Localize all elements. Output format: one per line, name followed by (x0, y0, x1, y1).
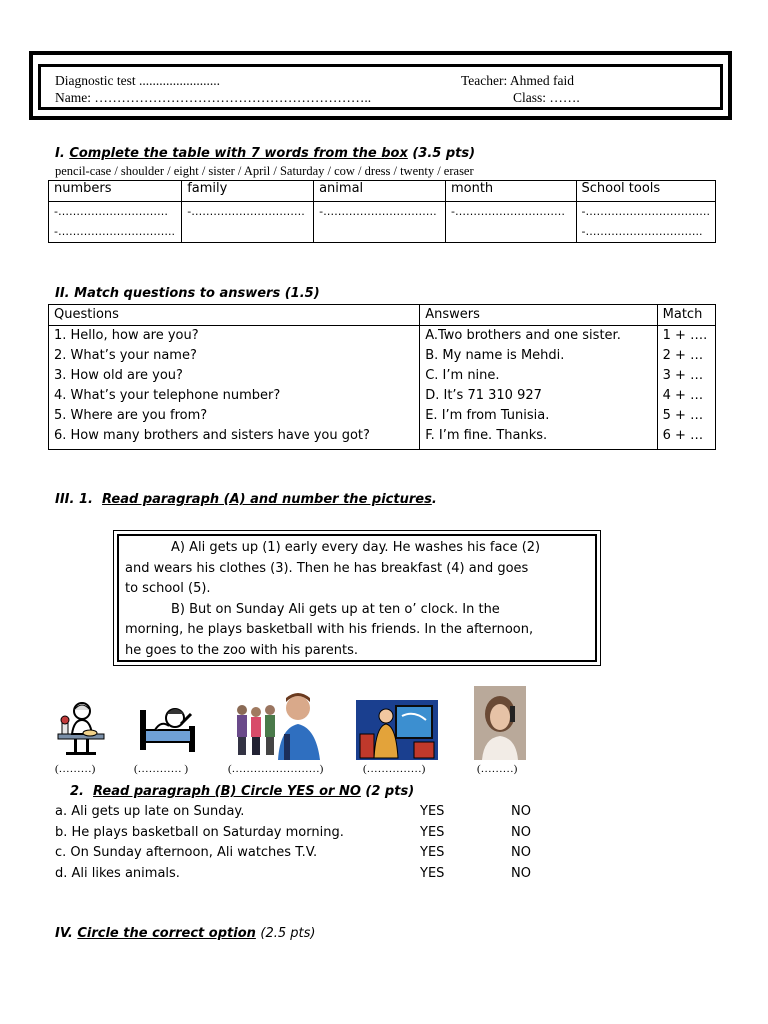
answers-header: Answers (420, 305, 657, 326)
match-item: 3 + … (662, 368, 704, 383)
section1-title: Complete the table with 7 words from the box (69, 146, 408, 161)
section3-heading: III. 1. Read paragraph (A) and number the pictures. (55, 492, 437, 507)
bed-clipart (137, 700, 199, 756)
name-field[interactable]: Name: …………………………………………………….. (55, 90, 372, 105)
questions-header: Questions (49, 305, 420, 326)
school-clipart (356, 700, 438, 760)
no-option: NO (511, 865, 531, 881)
statement-item: d. Ali likes animals. (55, 865, 180, 881)
picture-caption[interactable]: (……………) (363, 763, 426, 775)
picture-caption[interactable]: (……………………) (228, 763, 324, 775)
cell-school-tools[interactable]: -……………………………. -………………………….. (576, 202, 716, 243)
col-header-numbers: numbers (49, 181, 182, 202)
section3-number: III. 1. (55, 492, 93, 507)
paragraph-line: B) But on Sunday Ali gets up at ten o’ clock. In the (171, 601, 500, 617)
yes-options[interactable] (420, 802, 444, 884)
section2-heading: II. Match questions to answers (1.5) (55, 286, 320, 301)
picture-caption[interactable]: (………) (477, 763, 518, 775)
question-item: 5. Where are you from? (54, 408, 208, 423)
yes-option: YES (420, 824, 445, 840)
statements-list (55, 802, 344, 884)
answers-list (420, 326, 657, 450)
section3-title: Read paragraph (A) and number the pictures (102, 492, 432, 507)
paragraph-line: he goes to the zoo with his parents. (125, 642, 358, 658)
word-box: pencil-case / shoulder / eight / sister / April / Saturday / cow / dress / twenty / eraser (55, 164, 474, 178)
question-item: 2. What’s your name? (54, 348, 197, 363)
section4-title: Circle the correct option (77, 926, 256, 941)
question-item: 4. What’s your telephone number? (54, 388, 281, 403)
col-header-animal: animal (314, 181, 446, 202)
part2-points: (2 pts) (365, 784, 415, 799)
section1-heading (55, 146, 475, 161)
match-item: 6 + … (662, 428, 704, 443)
test-label: Diagnostic test ........................ (55, 73, 220, 88)
cell-month[interactable]: -………………………… (445, 202, 576, 243)
reading-paragraph (125, 538, 593, 661)
cell-animal[interactable]: -…………………………. (314, 202, 446, 243)
girl-photo (474, 686, 526, 760)
match-item: 2 + … (662, 348, 704, 363)
section4-points: (2.5 pts) (260, 926, 316, 941)
part2-title: Read paragraph (B) Circle YES or NO (93, 784, 361, 799)
answer-item: A.Two brothers and one sister. (425, 328, 621, 343)
col-header-school-tools: School tools (576, 181, 716, 202)
answer-item: B. My name is Mehdi. (425, 348, 565, 363)
section1-points: (3.5 pts) (412, 146, 476, 161)
yes-option: YES (420, 845, 445, 860)
col-header-month: month (445, 181, 576, 202)
match-item: 1 + …. (662, 328, 708, 343)
section4-heading (55, 926, 316, 941)
match-item: 4 + … (662, 388, 704, 403)
answer-item: C. I’m nine. (425, 368, 500, 383)
cell-family[interactable]: -…………………………. (182, 202, 314, 243)
question-item: 1. Hello, how are you? (54, 328, 199, 343)
no-option: NO (511, 845, 531, 860)
paragraph-line: and wears his clothes (3). Then he has breakfast (4) and goes (125, 560, 529, 576)
match-header: Match (657, 305, 715, 326)
yes-option: YES (420, 804, 445, 819)
paragraph-line: A) Ali gets up (1) early every day. He washes his face (2) (171, 540, 541, 555)
vocab-table (48, 180, 716, 243)
part2-number: 2. (70, 784, 84, 799)
question-item: 6. How many brothers and sisters have you got? (54, 428, 370, 443)
question-item: 3. How old are you? (54, 368, 183, 383)
section1-number: I. (55, 146, 65, 161)
paragraph-line: morning, he plays basketball with his friends. In the afternoon, (125, 622, 534, 637)
answer-item: E. I’m from Tunisia. (425, 408, 550, 423)
no-option: NO (511, 804, 531, 819)
yes-option: YES (420, 865, 445, 881)
col-header-family: family (182, 181, 314, 202)
picture-caption[interactable]: (………… ) (134, 763, 189, 775)
statement-item: a. Ali gets up late on Sunday. (55, 804, 245, 819)
class-field[interactable]: Class: ……. (513, 90, 580, 105)
picture-caption[interactable]: (………) (55, 763, 96, 775)
no-options[interactable] (511, 802, 531, 884)
section3-part2-heading (70, 784, 414, 799)
match-list[interactable] (657, 326, 715, 450)
answer-item: F. I’m fine. Thanks. (425, 428, 548, 443)
students-photo (230, 690, 322, 760)
cell-numbers[interactable]: -………………………… -………………………….. (49, 202, 182, 243)
answer-item: D. It’s 71 310 927 (425, 388, 542, 403)
statement-item: c. On Sunday afternoon, Ali watches T.V. (55, 845, 318, 860)
questions-list (49, 326, 420, 450)
paragraph-line: to school (5). (125, 581, 211, 596)
section4-number: IV. (55, 926, 73, 941)
teacher-label: Teacher: Ahmed faid (461, 73, 575, 88)
no-option: NO (511, 824, 531, 840)
statement-item: b. He plays basketball on Saturday morning. (55, 824, 344, 840)
match-table (48, 304, 716, 450)
breakfast-clipart (54, 698, 108, 756)
match-item: 5 + … (662, 408, 704, 423)
